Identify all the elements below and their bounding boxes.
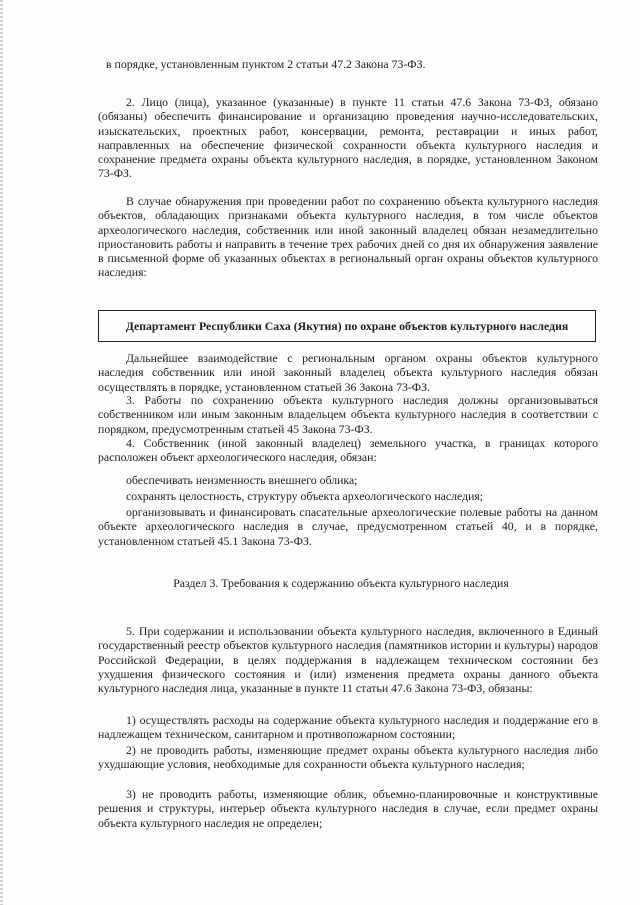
- paragraph-item-3: 3. Работы по сохранению объекта культурного наследия должны организовываться собственником или иным законным владельцем объекта культурного наследия в соответствии с порядком, предусмотренным статьей 45 Закона 73-ФЗ.: [98, 393, 598, 436]
- paragraph-item-4: 4. Собственник (иной законный владелец) земельного участка, в границах которого расположен объект археологического наследия, обязан:: [98, 436, 598, 465]
- paragraph-item-4-c: организовывать и финансировать спасательные археологические полевые работы на данном объекте археологического наследия в случае, предусмотренном статьей 40, и в порядке, установленном статьей 45.1 Закона 73-ФЗ.: [98, 505, 598, 548]
- paragraph-item-2: 2. Лицо (лица), указанное (указанные) в пункте 11 статьи 47.6 Закона 73-ФЗ, обязано (обязаны) обеспечить финансирование и организацию проведения научно-исследовательских, изыскательских, проектных работ, консервации, ремонта, реставрации и иных работ, направленных на обеспечение физической сохранности объекта культурного наследия и сохранение предмета охраны объекта культурного наследия, в порядке, установленном Законом 73-ФЗ.: [98, 95, 598, 181]
- paragraph-item-4-a: обеспечивать неизменность внешнего облика;: [126, 473, 358, 487]
- authority-box: Департамент Республики Саха (Якутия) по охране объектов культурного наследия: [98, 310, 596, 342]
- document-page: [86, 0, 596, 905]
- paragraph-item-5-1: 1) осуществлять расходы на содержание объекта культурного наследия и поддержание его в надлежащем техническом, санитарном и противопожарном состоянии;: [98, 713, 598, 742]
- paragraph-item-5-2: 2) не проводить работы, изменяющие предмет охраны объекта культурного наследия либо ухудшающие условия, необходимые для сохранности объекта культурного наследия;: [98, 743, 598, 772]
- paragraph-continuation: в порядке, установленным пунктом 2 статьи 47.2 Закона 73-ФЗ.: [106, 57, 426, 71]
- paragraph-further-interaction: Дальнейшее взаимодействие с региональным органом охраны объектов культурного наследия собственник или иной законный владелец объекта культурного наследия обязан осуществлять в порядке, установленном статьей 36 Закона 73-ФЗ.: [98, 351, 598, 394]
- paragraph-item-5: 5. При содержании и использовании объекта культурного наследия, включенного в Единый государственный реестр объектов культурного наследия (памятников истории и культуры) народов Российской Федерации, в целях поддержания в надлежащем техническом состоянии без ухудшения физического состояния и (или) изменения предмета охраны данного объекта культурного наследия лица, указанные в пункте 11 статьи 47.6 Закона 73-ФЗ, обязаны:: [98, 624, 598, 696]
- section-heading: Раздел 3. Требования к содержанию объекта культурного наследия: [173, 576, 509, 590]
- paragraph-item-4-b: сохранять целостность, структуру объекта археологического наследия;: [126, 489, 484, 503]
- scan-edge: [0, 0, 3, 905]
- paragraph-item-5-3: 3) не проводить работы, изменяющие облик, объемно-планировочные и конструктивные решения и структуры, интерьер объекта культурного наследия в случае, если предмет охраны объекта культурного наследия не определен;: [98, 787, 598, 830]
- paragraph-detection: В случае обнаружения при проведении работ по сохранению объекта культурного наследия объектов, обладающих признаками объекта культурного наследия, в том числе объектов археологического наследия, собственник или иной законный владелец обязан незамедлительно приостановить работы и направить в течение трех рабочих дней со дня их обнаружения заявление в письменной форме об указанных объектах в региональный орган охраны объектов культурного наследия:: [98, 194, 598, 280]
